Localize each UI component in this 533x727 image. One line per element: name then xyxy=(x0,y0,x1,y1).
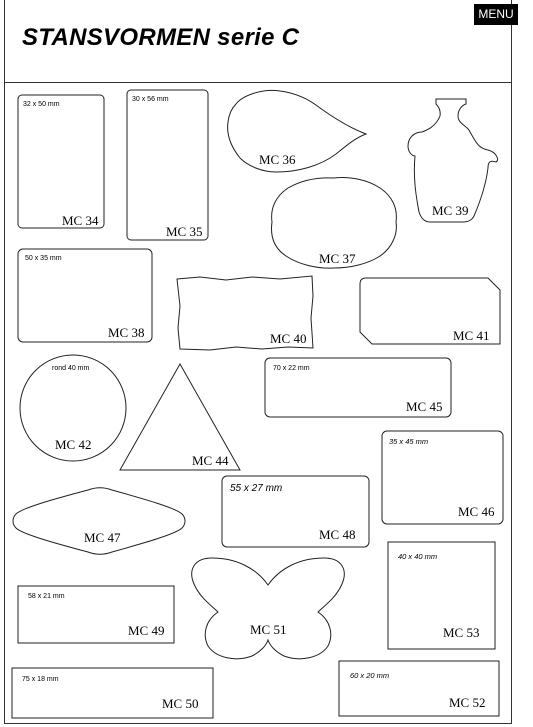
size-label: 70 x 22 mm xyxy=(273,365,310,372)
size-label: 30 x 56 mm xyxy=(132,96,169,103)
die-shape-mc53[interactable] xyxy=(388,542,495,649)
die-shape-mc39[interactable] xyxy=(408,99,498,222)
code-label: MC 48 xyxy=(319,527,356,542)
die-shape-mc40[interactable] xyxy=(177,276,313,350)
shape-outline xyxy=(127,90,208,240)
leaf-outline xyxy=(228,90,366,172)
size-label: 75 x 18 mm xyxy=(22,676,59,683)
size-label: 50 x 35 mm xyxy=(25,255,62,262)
code-label: MC 53 xyxy=(443,625,480,640)
code-label: MC 34 xyxy=(62,213,99,228)
die-shape-mc35[interactable] xyxy=(127,90,208,240)
die-shape-mc41[interactable] xyxy=(360,278,500,344)
die-shape-mc52[interactable] xyxy=(339,661,499,716)
size-label: rond 40 mm xyxy=(52,365,90,372)
size-label: 35 x 45 mm xyxy=(389,437,429,446)
die-shape-mc47[interactable] xyxy=(13,488,185,555)
menu-button[interactable]: MENU xyxy=(474,4,518,25)
code-label: MC 50 xyxy=(162,696,199,711)
die-shape-mc38[interactable] xyxy=(18,249,152,342)
die-shape-mc48[interactable] xyxy=(222,476,369,547)
die-shape-mc45[interactable] xyxy=(265,358,451,417)
code-label: MC 38 xyxy=(108,325,145,340)
size-label: 58 x 21 mm xyxy=(28,593,65,600)
code-label: MC 46 xyxy=(458,504,495,519)
die-shape-mc50[interactable] xyxy=(12,668,213,718)
size-label: 32 x 50 mm xyxy=(23,101,60,108)
code-label: MC 44 xyxy=(192,453,229,468)
code-label: MC 47 xyxy=(84,530,121,545)
die-shape-mc42[interactable] xyxy=(20,355,126,461)
die-shape-mc51[interactable] xyxy=(192,558,345,659)
shape-outline xyxy=(18,95,104,228)
die-shape-mc37[interactable] xyxy=(272,177,397,268)
code-label: MC 42 xyxy=(55,437,92,452)
code-label: MC 52 xyxy=(449,695,486,710)
size-label: 60 x 20 mm xyxy=(350,671,390,680)
code-label: MC 35 xyxy=(166,224,203,239)
code-label: MC 45 xyxy=(406,399,443,414)
code-label: MC 36 xyxy=(259,152,296,167)
code-label: MC 51 xyxy=(250,622,287,637)
size-label: 55 x 27 mm xyxy=(230,483,283,494)
size-label: 40 x 40 mm xyxy=(398,552,438,561)
die-shape-mc46[interactable] xyxy=(382,431,503,524)
die-shape-mc49[interactable] xyxy=(18,586,174,643)
code-label: MC 41 xyxy=(453,328,490,343)
page-title: STANSVORMEN serie C xyxy=(22,24,300,51)
butterfly-outline xyxy=(192,558,345,659)
die-shape-mc44[interactable] xyxy=(120,364,240,470)
code-label: MC 37 xyxy=(319,251,356,266)
code-label: MC 39 xyxy=(432,203,469,218)
code-label: MC 49 xyxy=(128,623,165,638)
code-label: MC 40 xyxy=(270,331,307,346)
die-shape-mc34[interactable] xyxy=(18,95,104,228)
die-shape-mc36[interactable] xyxy=(228,90,366,172)
